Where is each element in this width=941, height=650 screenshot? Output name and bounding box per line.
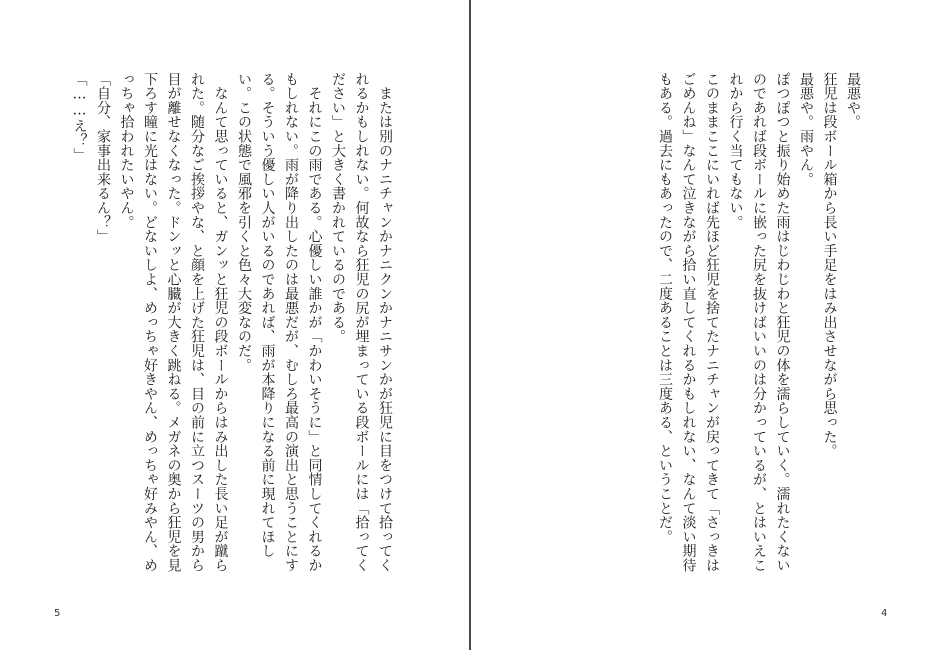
paragraph: ぽつぽつと振り始めた雨はじわじわと狂児の体を濡らしていく。濡れたくないのであれば段ボールに嵌った尻を抜けばいいのは分かっているが、とはいえこれから行く当てもない。 [727, 72, 791, 573]
left-page [0, 0, 470, 650]
paragraph: または別のナニチャンかナニクンかナニサンかが狂児に目をつけて拾ってくれるかもしれない。何故なら狂児の尻が埋まっている段ボールには「拾ってください」と大きく書かれているのである。 [330, 72, 393, 573]
dialogue-line: 「自分、家事出来るん？」 [95, 72, 111, 244]
paragraph: 狂児は段ボール箱から長い手足をはみ出させながら思った。 [821, 72, 838, 459]
page-number: 4 [881, 608, 888, 619]
right-page [471, 0, 941, 650]
page-number: 5 [54, 608, 61, 619]
paragraph: なんて思っていると、ガンッと狂児の段ボールからはみ出した長い足が蹴られた。随分なご挨拶やな、と顔を上げた狂児は、目の前に立つスーツの男から目が離せなくなった。ドンッと心臓が大きく跳ねる。メガネの奥から狂児を見下ろす瞳に光はない。どないしよ、めっちゃ好きやん、めっちゃ好みやん、めっちゃ拾われたいやん。 [118, 72, 229, 573]
paragraph: このままここにいれば先ほど狂児を捨てたナニチャンが戻ってきて「さっきはごめんね」なんて泣きながら拾い直してくれるかもしれない、なんて淡い期待もある。過去にもあったので、二度あることは三度ある、ということだ。 [657, 72, 720, 573]
left-page-text [56, 72, 396, 582]
right-page-text [504, 72, 864, 582]
paragraph: それにこの雨である。心優しい誰かが「かわいそうに」と同情してくれるかもしれない。雨が降り出したのは最悪だが、むしろ最高の演出と思うことにする。そういう優しい人がいるのであれば、雨が本降りになる前に現れてほしい。この状態で風邪を引くと色々大変なのだ。 [236, 72, 323, 573]
paragraph: 最悪や。雨やん。 [798, 72, 814, 187]
paragraph: 最悪や。 [845, 72, 861, 130]
dialogue-line: 「……え？」 [71, 72, 88, 162]
